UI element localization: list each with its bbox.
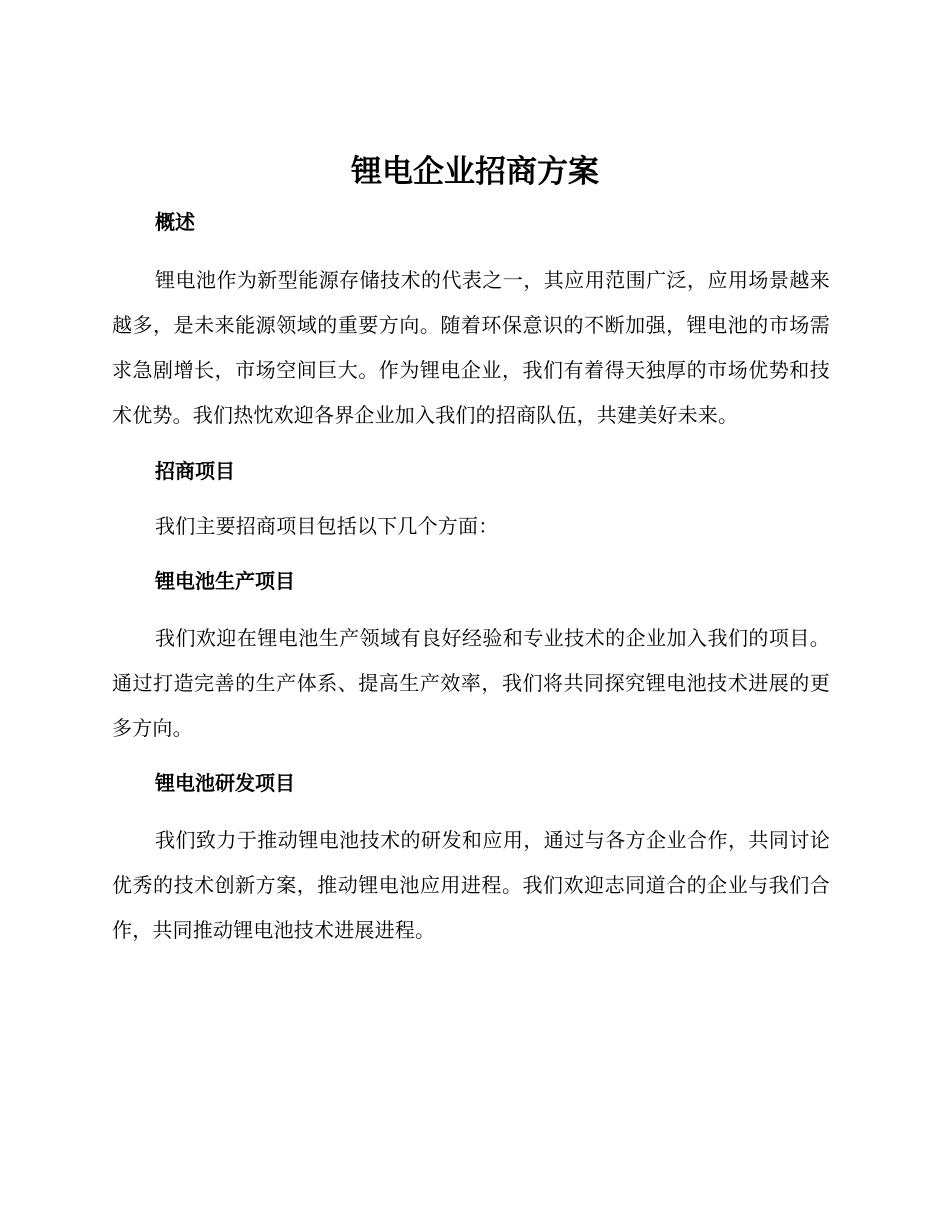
document-body	[112, 204, 830, 953]
section-heading-production-project: 锂电池生产项目	[155, 569, 295, 593]
section-paragraph-overview: 锂电池作为新型能源存储技术的代表之一，其应用范围广泛，应用场景越来越多，是未来能源领域的重要方向。随着环保意识的不断加强，锂电池的市场需求急剧增长，市场空间巨大。作为锂电企业，我们有着得天独厚的市场优势和技术优势。我们热忱欢迎各界企业加入我们的招商队伍，共建美好未来。	[112, 268, 830, 427]
section-paragraph-production-project: 我们欢迎在锂电池生产领域有良好经验和专业技术的企业加入我们的项目。通过打造完善的生产体系、提高生产效率，我们将共同探究锂电池技术进展的更多方向。	[112, 626, 830, 740]
document-title: 锂电企业招商方案	[351, 154, 599, 190]
section-paragraph-investment-projects: 我们主要招商项目包括以下几个方面：	[155, 514, 499, 538]
section-heading-investment-projects: 招商项目	[155, 459, 235, 483]
section-heading-rd-project: 锂电池研发项目	[155, 771, 295, 795]
section-heading-overview: 概述	[155, 210, 195, 234]
section-paragraph-rd-project: 我们致力于推动锂电池技术的研发和应用，通过与各方企业合作，共同讨论优秀的技术创新方案，推动锂电池应用进程。我们欢迎志同道合的企业与我们合作，共同推动锂电池技术进展进程。	[112, 828, 830, 942]
